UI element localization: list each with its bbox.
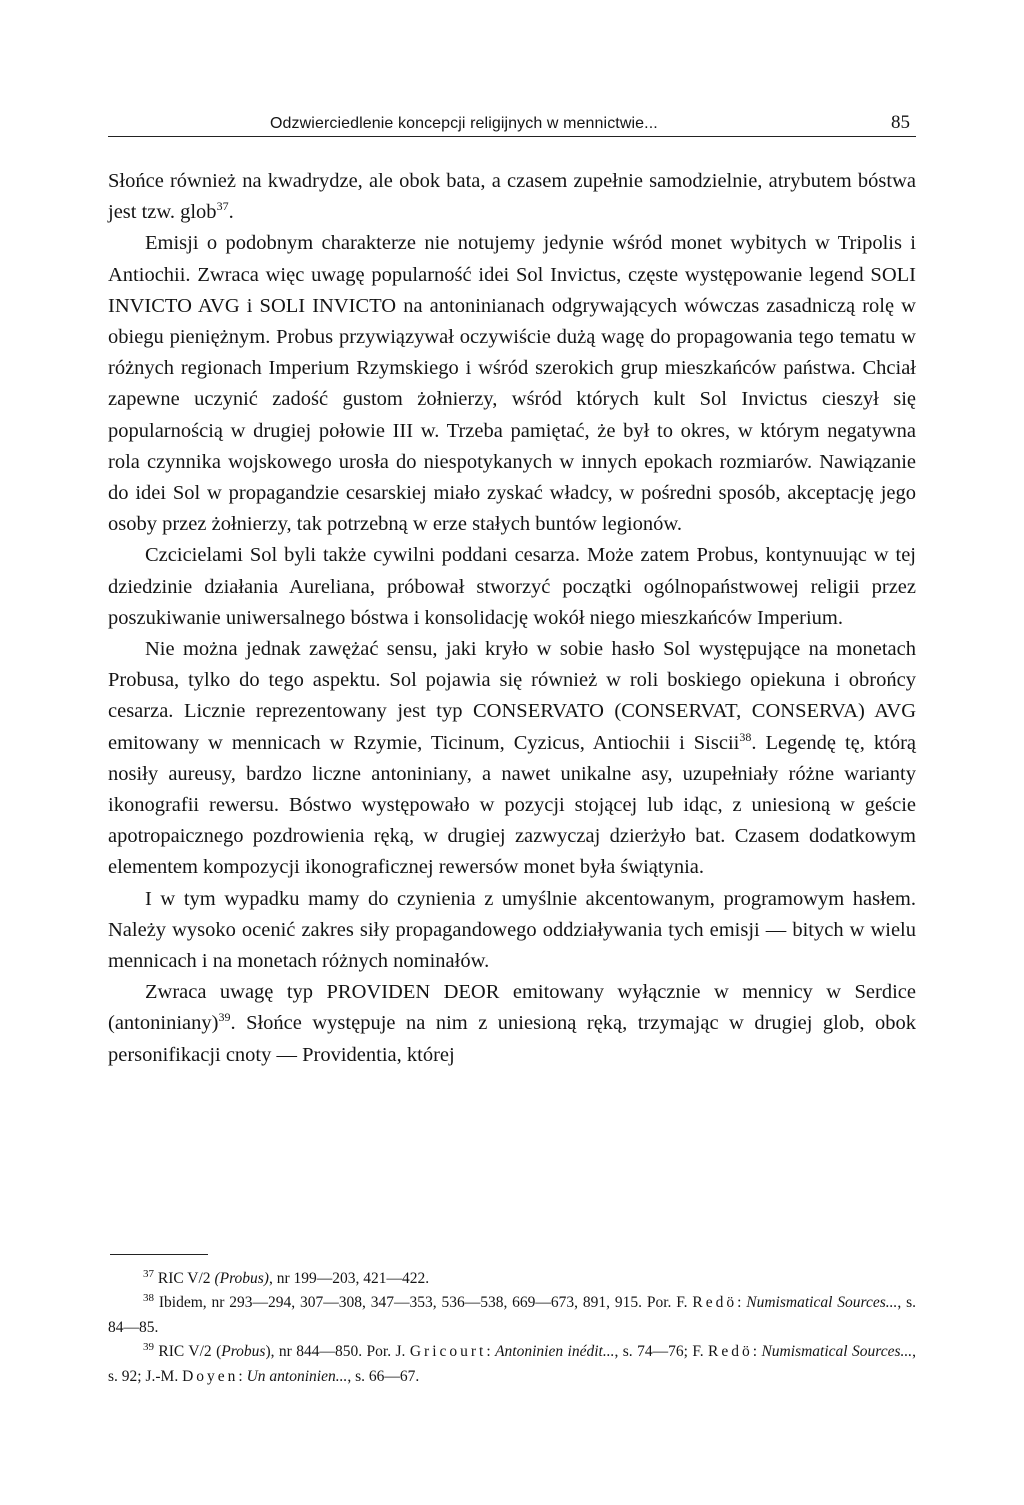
paragraph: Słońce również na kwadrydze, ale obok bata, a czasem zupełnie samodzielnie, atrybutem bóstwa jest tzw. glob$^{37}$. bbox=[108, 170, 916, 224]
footnote-separator bbox=[110, 1254, 208, 1255]
page-number: 85 bbox=[891, 112, 910, 133]
paragraph: Emisji o podobnym charakterze nie notujemy jedynie wśród monet wybitych w Tripolis i Antiochii. Zwraca więc uwagę popularność idei Sol Invictus, częste występowanie legend SOLI INVICTO AVG i SOLI INVICTO na antoninianach odgrywających wówczas zasadniczą rolę w obiegu pieniężnym. Probus przywiązywał oczywiście dużą wagę do propagowania tego tematu w różnych regionach Imperium Rzymskiego i wśród szerokich grup mieszkańców państwa. Chciał zapewne uczynić zadość gustom żołnierzy, wśród których kult Sol Invictus cieszył się popularnością w drugiej połowie III w. Trzeba pamiętać, że był to okres, w którym negatywna rola czynnika wojskowego urosła do niespotykanych w innych epokach rozmiarów. Nawiązanie do idei Sol w propagandzie cesarskiej miało zyskać władcy, w pośredni sposób, akceptację jego osoby przez żołnierzy, tak potrzebną w erze stałych buntów legionów. bbox=[108, 232, 916, 536]
running-title: Odzwierciedlenie koncepcji religijnych w mennictwie... bbox=[270, 115, 658, 132]
footnote: $^{37}$ RIC V/2 (Probus), nr 199—203, 421—422. bbox=[143, 1268, 430, 1287]
footnotes bbox=[108, 1267, 916, 1389]
paragraph: Nie można jednak zawężać sensu, jaki kryło w sobie hasło Sol występujące na monetach Probusa, tylko do tego aspektu. Sol pojawia się również w roli boskiego opiekuna i obrońcy cesarza. Licznie reprezentowany jest typ CONSERVATO (CONSERVAT, CONSERVA) AVG emitowany w mennicach w Rzymie, Ticinum, Cyzicus, Antiochii i Siscii$^{38}$. Legendę tę, którą nosiły aureusy, bardzo liczne antoniniany, a nawet unikalne asy, uzupełniały różne warianty ikonografii rewersu. Bóstwo występowało w pozycji stojącej lub idąc, z uniesioną w geście apotropaicznego pozdrowienia ręką, w drugiej zazwyczaj dzierżyło bat. Czasem dodatkowym elementem kompozycji ikonograficznej rewersów monet była świątynia. bbox=[108, 638, 916, 879]
footnote-ref: 39 bbox=[218, 1010, 231, 1025]
footnote-ref: 37 bbox=[216, 199, 229, 214]
paragraph: I w tym wypadku mamy do czynienia z umyślnie akcentowanym, programowym hasłem. Należy wysoko ocenić zakres siły propagandowego oddziaływania tych emisji — bitych w wielu mennicach i na monetach różnych nominałów. bbox=[108, 887, 916, 973]
footnote-ref: 38 bbox=[739, 729, 752, 744]
main-text bbox=[108, 166, 916, 1071]
paragraph: Zwraca uwagę typ PROVIDEN DEOR emitowany wyłącznie w mennicy w Serdice (antoniniany)$^{39}$. Słońce występuje na nim z uniesioną ręką, trzymając w drugiej glob, obok personifikacji cnoty — Providentia, której bbox=[108, 981, 916, 1066]
page-header bbox=[108, 112, 916, 137]
paragraph: Czcicielami Sol byli także cywilni poddani cesarza. Może zatem Probus, kontynuując w tej dziedzinie działania Aureliana, próbował stworzyć początki ogólnopaństwowej religii przez poszukiwanie uniwersalnego bóstwa i konsolidację wokół niego mieszkańców Imperium. bbox=[108, 544, 916, 629]
footnote: $^{38}$ Ibidem, nr 293—294, 307—308, 347—353, 536—538, 669—673, 891, 915. Por. F. Redö: Numismatical Sources..., s. 84—85. bbox=[108, 1292, 916, 1336]
footnote: $^{39}$ RIC V/2 (Probus), nr 844—850. Por. J. Gricourt: Antoninien inédit..., s. 74—76; F. Redö: Numismatical Sources..., s. 92; J.-M. Doyen: Un antoninien..., s. 66—67. bbox=[108, 1341, 916, 1385]
